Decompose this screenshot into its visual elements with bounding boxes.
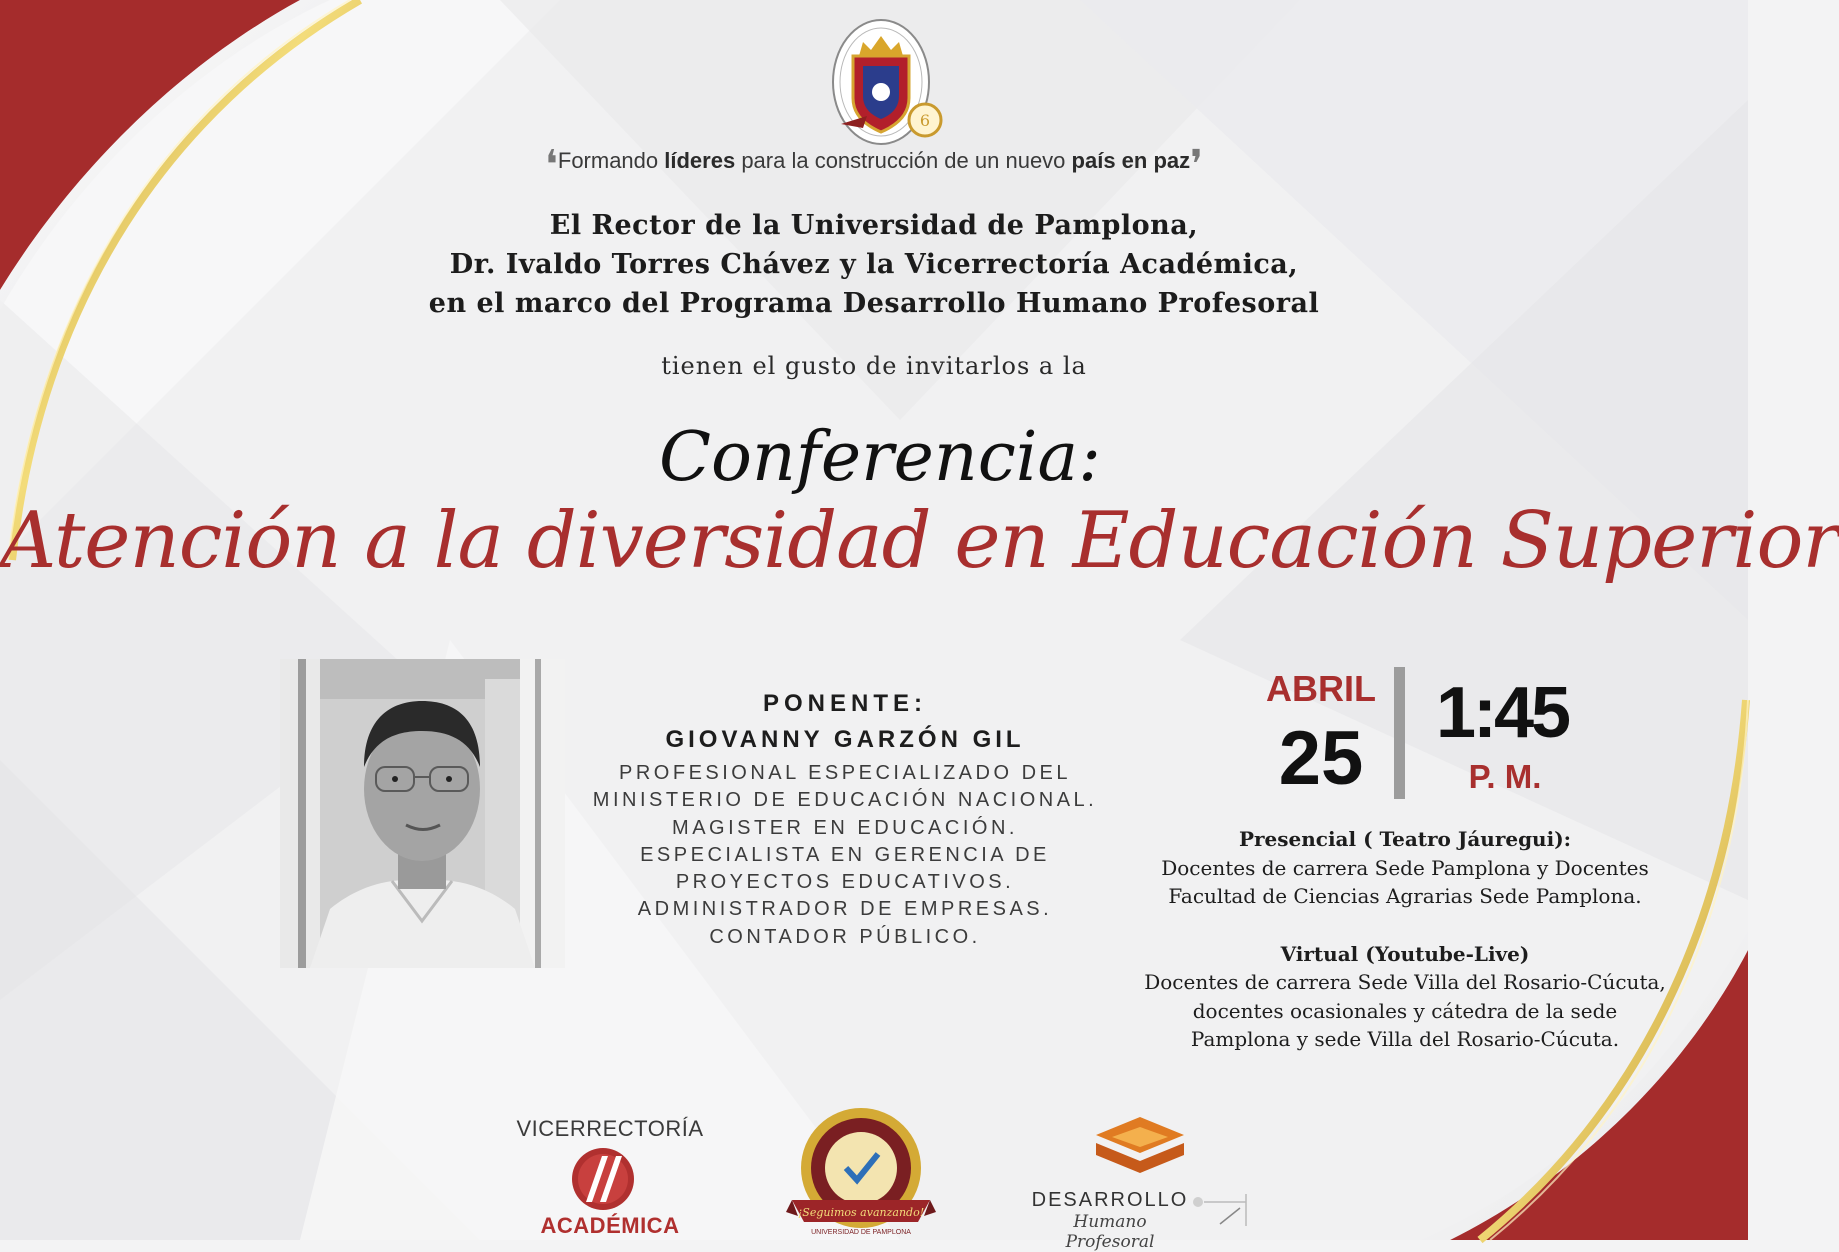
intro-line-2: Dr. Ivaldo Torres Chávez y la Vicerrectoría Académica, [449,249,1299,280]
speaker-bio-line: ADMINISTRADOR DE EMPRESAS. [637,898,1053,921]
vicerrectoria-logo-bottom-text: ACADÉMICA [540,1213,680,1238]
speaker-bio-line: PROFESIONAL ESPECIALIZADO DEL [619,762,1071,784]
close-quote-icon: ❜ [1190,142,1204,188]
pen-icon [1190,1188,1250,1228]
presencial-heading: Presencial ( Teatro Jáuregui): [1238,827,1572,851]
motto [0,142,1748,188]
desarrollo-logo-bottom-text: Humano Profesoral [1065,1212,1155,1252]
event-ampm: P. M. [1468,758,1542,795]
event-day: 25 [1278,716,1364,801]
vicerrectoria-logo-icon [568,1146,638,1212]
vicerrectoria-logo-top-text: VICERRECTORÍA [516,1116,704,1141]
speaker-bio-line: MINISTERIO DE EDUCACIÓN NACIONAL. [592,789,1098,812]
attendance-details [1120,825,1690,1054]
speaker-block [575,686,1115,951]
speaker-photo [280,659,565,968]
speaker-bio-line: MAGISTER EN EDUCACIÓN. [672,816,1018,839]
virtual-heading: Virtual (Youtube-Live) [1280,941,1530,966]
invite-text: tienen el gusto de invitarlos a la [661,352,1087,380]
conference-title: Atención a la diversidad en Educación Superior [0,496,1839,586]
motto-text-4: país en paz [1071,148,1191,173]
presencial-line: Docentes de carrera Sede Pamplona y Docentes [1161,855,1649,880]
event-month: ABRIL [1266,668,1376,709]
conference-label: Conferencia: [659,418,1101,497]
accreditation-ribbon-text: ¡Seguimos avanzando! [797,1206,925,1219]
desarrollo-logo-icon [1090,1115,1190,1181]
accreditation-seal-logo [786,1104,936,1240]
accreditation-bottom-text: UNIVERSIDAD DE PAMPLONA [811,1229,911,1236]
event-time: 1:45 [1435,673,1569,753]
motto-text-1: Formando [557,148,665,173]
presencial-line: Facultad de Ciencias Agrarias Sede Pamplona. [1168,884,1642,908]
intro-block [0,206,1748,323]
speaker-bio [575,760,1115,951]
speaker-bio-line: PROYECTOS EDUCATIVOS. [675,871,1015,894]
desarrollo-logo-top-text: DESARROLLO [1031,1189,1189,1211]
speaker-bio-line: ESPECIALISTA EN GERENCIA DE [640,843,1050,866]
svg-text:6: 6 [919,111,931,130]
speaker-name: GIOVANNY GARZÓN GIL [665,726,1025,753]
university-seal-logo [823,12,959,148]
virtual-line: Docentes de carrera Sede Villa del Rosario-Cúcuta, [1144,970,1666,994]
intro-line-1: El Rector de la Universidad de Pamplona, [549,210,1199,241]
intro-line-3: en el marco del Programa Desarrollo Humano Profesoral [428,288,1320,319]
motto-text-2: líderes [664,148,736,173]
date-time-divider [1394,667,1405,799]
open-quote-icon: ❛ [544,142,558,188]
motto-text-3: para la construcción de un nuevo [735,148,1072,173]
virtual-line: Pamplona y sede Villa del Rosario-Cúcuta. [1190,1027,1620,1051]
speaker-bio-line: CONTADOR PÚBLICO. [709,925,981,948]
virtual-line: docentes ocasionales y cátedra de la sede [1192,998,1618,1023]
speaker-label: PONENTE: [762,690,927,717]
